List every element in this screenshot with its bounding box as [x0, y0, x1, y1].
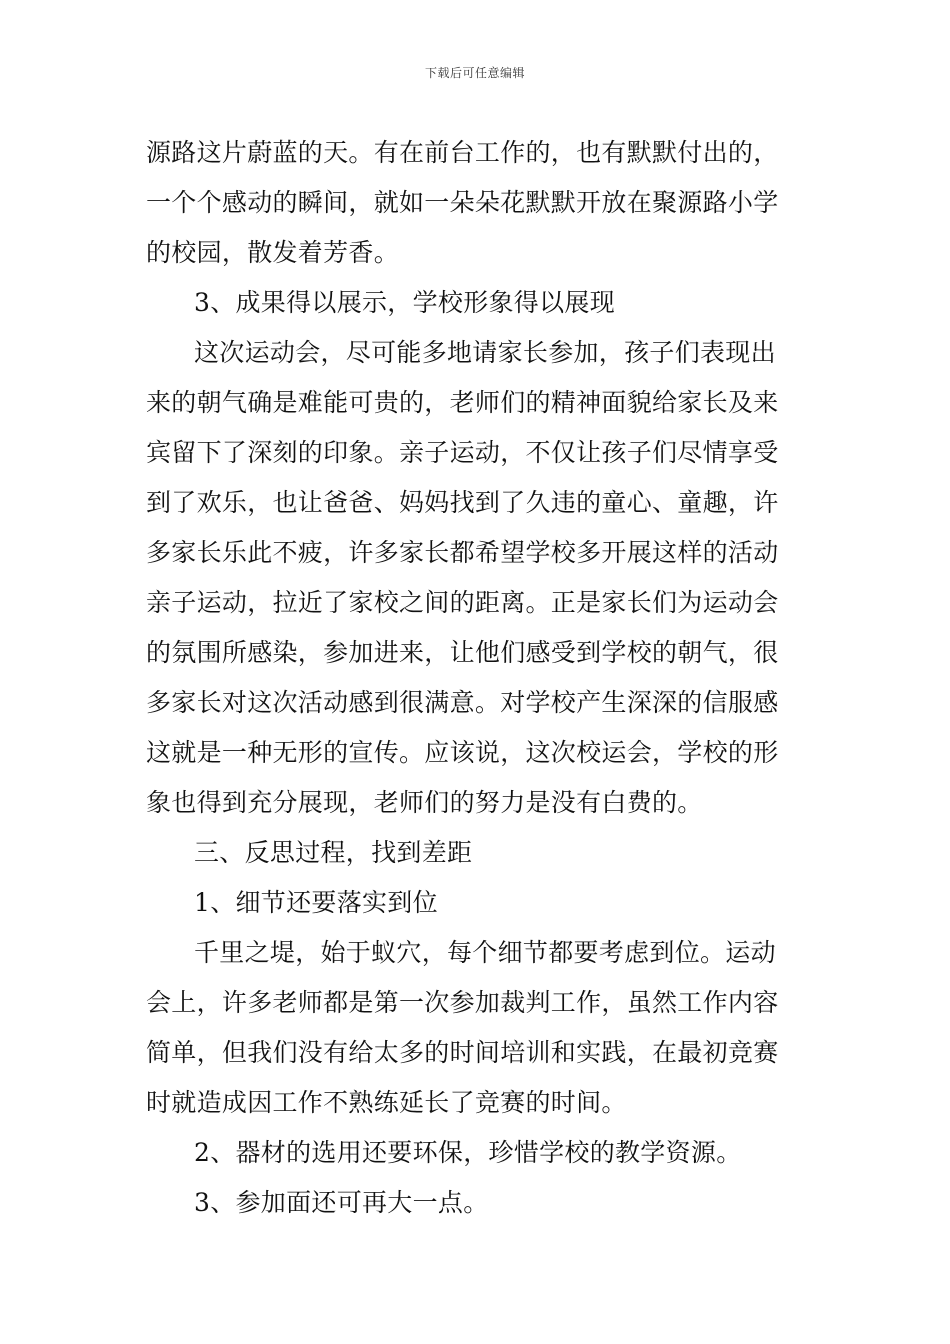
subsection-heading: 3、参加面还可再大一点。 [194, 1188, 489, 1217]
paragraph-start: 这次运动会，尽可能多地请家长参加，孩子们表现出 [194, 338, 776, 367]
text-line: 亲子运动，拉近了家校之间的距离。正是家长们为运动会 [146, 588, 779, 617]
document-body [146, 128, 812, 1228]
text-line: 会上，许多老师都是第一次参加裁判工作，虽然工作内容 [146, 988, 779, 1017]
text-line: 简单，但我们没有给太多的时间培训和实践，在最初竞赛 [146, 1038, 779, 1067]
text-line: 的氛围所感染，参加进来，让他们感受到学校的朝气，很 [146, 638, 779, 667]
text-line: 多家长对这次活动感到很满意。对学校产生深深的信服感 [146, 688, 779, 717]
text-line: 到了欢乐，也让爸爸、妈妈找到了久违的童心、童趣，许 [146, 488, 779, 517]
page-header-note: 下载后可任意编辑 [424, 66, 525, 80]
section-heading: 三、反思过程，找到差距 [194, 838, 473, 867]
text-line: 宾留下了深刻的印象。亲子运动，不仅让孩子们尽情享受 [146, 438, 779, 467]
section-heading: 3、成果得以展示，学校形象得以展现 [194, 288, 616, 317]
paragraph-start: 千里之堤，始于蚁穴，每个细节都要考虑到位。运动 [194, 938, 776, 967]
text-line: 源路这片蔚蓝的天。有在前台工作的，也有默默付出的， [146, 138, 779, 167]
text-line: 一个个感动的瞬间，就如一朵朵花默默开放在聚源路小学 [146, 188, 779, 217]
subsection-heading: 2、器材的选用还要环保，珍惜学校的教学资源。 [194, 1138, 742, 1167]
text-line: 这就是一种无形的宣传。应该说，这次校运会，学校的形 [146, 738, 779, 767]
text-line: 象也得到充分展现，老师们的努力是没有白费的。 [146, 788, 703, 817]
text-line: 来的朝气确是难能可贵的，老师们的精神面貌给家长及来 [146, 388, 779, 417]
text-line: 多家长乐此不疲，许多家长都希望学校多开展这样的活动 [146, 538, 779, 567]
text-line: 的校园，散发着芳香。 [146, 238, 400, 267]
text-line: 时就造成因工作不熟练延长了竞赛的时间。 [146, 1088, 627, 1117]
subsection-heading: 1、细节还要落实到位 [194, 888, 438, 917]
